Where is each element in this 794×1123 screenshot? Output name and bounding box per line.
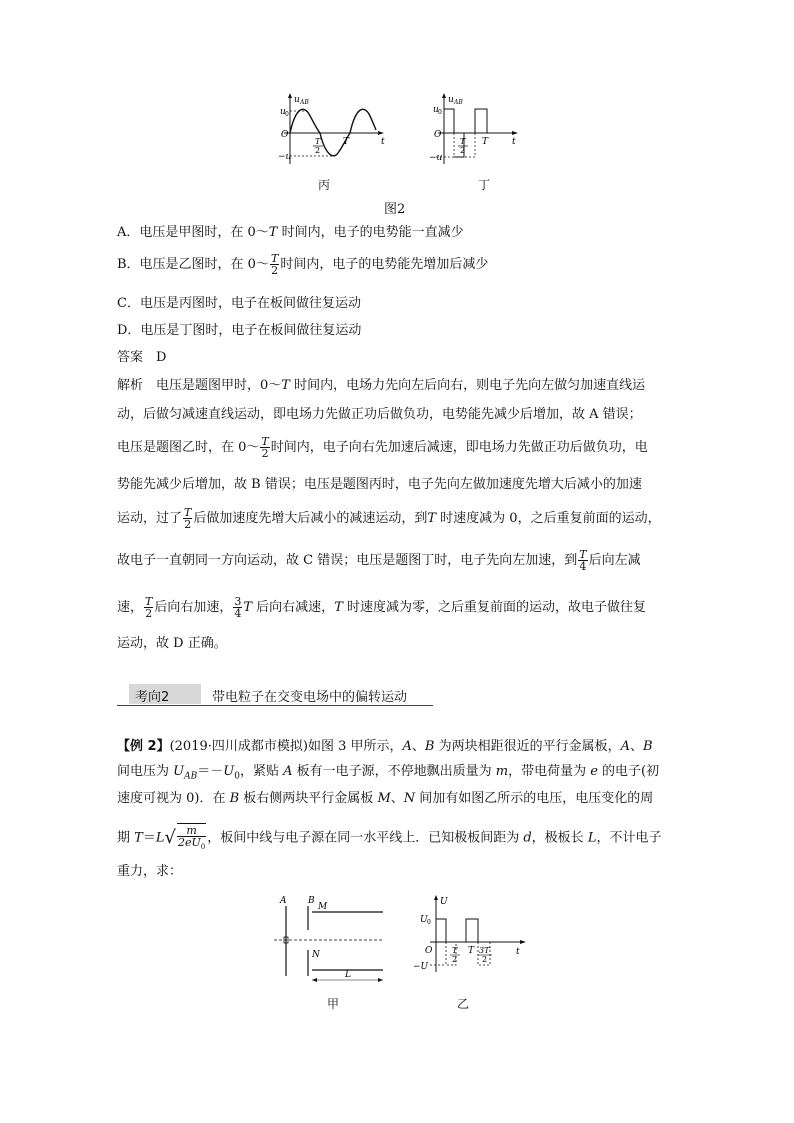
- ding-u0-sub: 0: [438, 109, 442, 116]
- bing-axis-x: t: [381, 137, 385, 147]
- bing-axis-y-sub: AB: [300, 99, 309, 106]
- example-tag: 【例 2】: [117, 739, 170, 754]
- analysis-line-7: 速， $\frac{T}{2}$ 后向右加速， $\frac{3}{4}$ T 后向右减速，T 时速度减为零，之后重复前面的运动，故电子做往复: [117, 595, 646, 620]
- example-line-4: 期 T＝L√ $\frac{m}{2eU_0}$ ，板间中线与电子源在同一水平线上．已知极板间距为 d，极板长 L，不计电子: [117, 824, 662, 852]
- yi-U0-sub: 0: [427, 919, 431, 926]
- bing-neg-u0: −u: [278, 152, 292, 162]
- section-heading: [117, 684, 433, 706]
- ding-origin: O: [434, 130, 442, 140]
- jia-A: A: [280, 896, 287, 906]
- figure-yi: [410, 892, 535, 992]
- ding-u0: u: [433, 105, 439, 115]
- ding-T: T: [482, 137, 489, 147]
- example-line-2: 间电压为 $U_{AB}=-U_0$，紧贴 A 板有一电子源，不停地飘出质量为 m，带电荷量为 e 的电子(初: [117, 764, 660, 782]
- analysis-line-2: 动，后做匀减速直线运动，即电场力先做正功后做负功，电势能先减少后增加，故 A 错误；: [117, 407, 642, 422]
- bing-caption: 丙: [318, 178, 331, 192]
- jia-L: L: [345, 970, 351, 980]
- yi-caption: 乙: [457, 997, 470, 1011]
- answer-label: 答案: [117, 350, 144, 365]
- yi-T3-den: 2: [482, 955, 488, 964]
- ding-axis-x: t: [512, 137, 516, 147]
- bing-T-half-den: 2: [315, 146, 321, 155]
- example-line-1: 【例 2】(2019·四川成都市模拟)如图 3 甲所示，A、B 为两块相距很近的平行金属板，A、B: [117, 739, 653, 754]
- yi-negU0: −U: [413, 962, 429, 972]
- ding-caption: 丁: [478, 178, 491, 192]
- jia-caption: 甲: [327, 997, 340, 1011]
- bing-origin: O: [281, 130, 289, 140]
- option-c: C．电压是丙图时，电子在板间做往复运动: [117, 296, 361, 311]
- bing-u0: u: [280, 107, 286, 117]
- jia-N: N: [312, 950, 320, 960]
- option-a: [117, 223, 464, 243]
- analysis-line-6: 故电子一直朝同一方向运动，故 C 错误；电压是题图丁时，电子先向左加速，到 $\frac{T}{4}$ 后向左减: [117, 548, 641, 573]
- option-a-pre: A．电压是甲图时，在 0～: [117, 225, 269, 240]
- yi-U: U: [440, 897, 448, 907]
- yi-t: t: [516, 947, 520, 957]
- yi-U0: U: [420, 915, 428, 925]
- bing-u0-sub: 0: [285, 111, 289, 118]
- analysis-line-5: 运动，过了 $\frac{T}{2}$ 后做加速度先增大后减小的减速运动，到T 时速度减为 0，之后重复前面的运动，: [117, 506, 661, 531]
- example-line-3: 速度可视为 0)．在 B 板右侧两块平行金属板 M、N 间加有如图乙所示的电压，电压变化的周: [117, 791, 654, 806]
- option-d: D．电压是丁图时，电子在板间做往复运动: [117, 323, 362, 338]
- ding-axis-y: u: [448, 95, 454, 105]
- option-b-post: 时间内，电子的电势能先增加后减少: [280, 257, 489, 272]
- analysis-line-1: 解析 电压是题图甲时，0～T 时间内，电场力先向左后向右，则电子先向左做匀加速直线运: [117, 378, 646, 393]
- yi-O: O: [425, 946, 433, 956]
- yi-T2-num: T: [452, 946, 458, 955]
- figure-jia: [270, 894, 390, 994]
- bing-T-half-num: T: [315, 137, 321, 146]
- ding-axis-y-sub: AB: [454, 99, 463, 106]
- option-a-var: T: [268, 225, 278, 240]
- analysis-line-4: 势能先减少后增加，故 B 错误；电压是题图丙时，电子先向左做加速度先增大后减小的加速: [117, 477, 642, 492]
- option-a-post: 时间内，电子的电势能一直减少: [277, 225, 464, 240]
- analysis-line-8: 运动，故 D 正确。: [117, 636, 227, 651]
- answer-value: D: [156, 350, 167, 365]
- option-b-frac: $\frac{T}{2}$: [270, 252, 279, 277]
- option-b-pre: B．电压是乙图时，在 0～: [117, 257, 269, 272]
- figure-label: 图2: [384, 202, 406, 217]
- ding-T-half-den: 2: [460, 146, 466, 155]
- section-title: 带电粒子在交变电场中的偏转运动: [212, 690, 408, 705]
- answer: [117, 348, 166, 368]
- yi-T3-num: 3T: [479, 946, 490, 955]
- example-line-5: 重力，求：: [117, 864, 183, 879]
- bing-T: T: [343, 137, 350, 147]
- jia-B: B: [308, 896, 315, 906]
- jia-M: M: [318, 902, 328, 912]
- yi-T: T: [468, 946, 475, 956]
- ding-neg-u0: −u: [429, 153, 443, 163]
- figure-bing: [280, 92, 390, 192]
- bing-axis-y: u: [294, 95, 300, 105]
- yi-T2-den: 2: [452, 955, 458, 964]
- analysis-line-3: 电压是题图乙时，在 0～ $\frac{T}{2}$ 时间内，电子向右先加速后减速，即电场力先做正功后做负功，电: [117, 435, 648, 460]
- section-tag: 考向2: [135, 690, 170, 705]
- ding-T-half-num: T: [460, 137, 466, 146]
- option-b: [117, 253, 488, 276]
